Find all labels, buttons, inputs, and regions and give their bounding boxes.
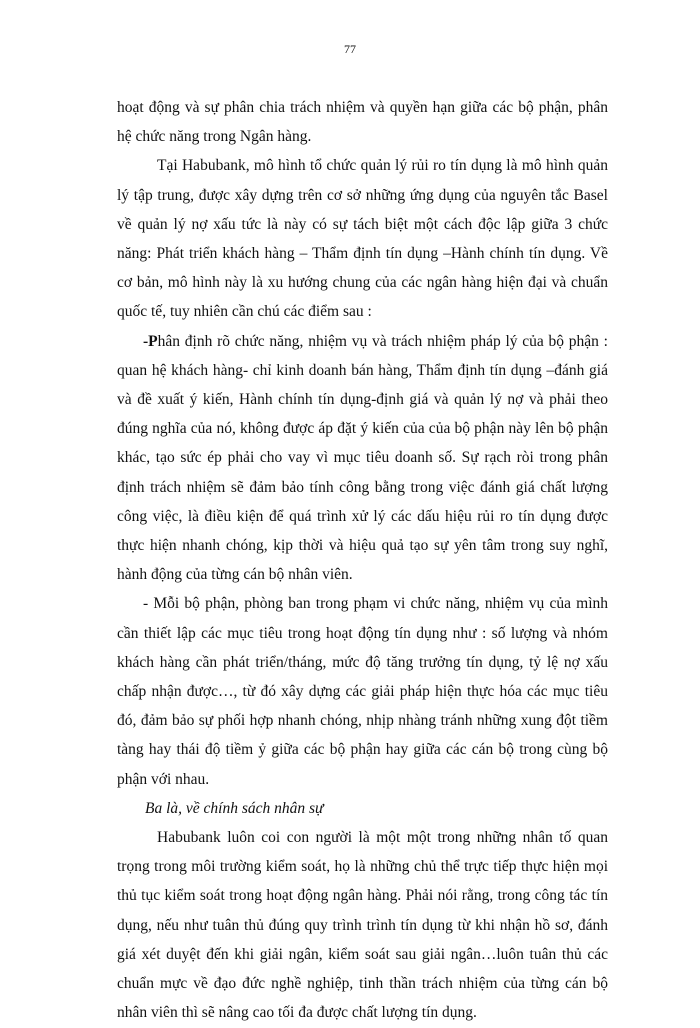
paragraph-habubank-model: Tại Habubank, mô hình tổ chức quản lý rủi ro tín dụng là mô hình quản lý tập trung, được xây dựng trên cơ sở những ứng dụng của nguyên tắc Basel về quản lý nợ xấu tức là này có sự tách biệt một cách độc lập giữa 3 chức năng: Phát triển khách hàng – Thẩm định tín dụng –Hành chính tín dụng. Về cơ bản, mô hình này là xu hướng chung của các ngân hàng hiện đại và chuẩn quốc tế, tuy nhiên cần chú các điểm sau : bbox=[117, 157, 608, 321]
paragraph-personnel: Habubank luôn coi con người là một một trong những nhân tố quan trọng trong môi trường kiểm soát, họ là những chủ thể trực tiếp thực hiện mọi thủ tục kiểm soát trong hoạt động ngân hàng. Phải nói rằng, trong công tác tín dụng, nếu như tuân thủ đúng quy trình trình tín dụng từ khi nhận hồ sơ, đánh giá xét duyệt đến khi giải ngân, kiểm soát sau giải ngân…luôn tuân thủ các chuẩn mực về đạo đức nghề nghiệp, tinh thần trách nhiệm của từng cán bộ nhân viên thì sẽ nâng cao tối đa được chất lượng tín dụng. bbox=[117, 829, 608, 1022]
section-heading-personnel-policy: Ba là, về chính sách nhân sự bbox=[145, 799, 324, 817]
document-body bbox=[117, 93, 608, 1028]
paragraph-function-separation bbox=[117, 327, 608, 590]
page-number: 77 bbox=[344, 42, 356, 56]
paragraph-function-separation-text: hân định rõ chức năng, nhiệm vụ và trách nhiệm pháp lý của bộ phận : quan hệ khách hàng- chỉ kinh doanh bán hàng, Thẩm định tín dụng –đánh giá và đề xuất ý kiến, Hành chính tín dụng-định giá và quản lý nợ và phải theo đúng nghĩa của nó, không được áp đặt ý kiến của của bộ phận này lên bộ phận khác, tạo sức ép phải cho vay vì mục tiêu doanh số. Sự rạch ròi trong phân định trách nhiệm sẽ đảm bảo tính công bằng trong việc đánh giá chất lượng công việc, là điều kiện để quá trình xử lý các dấu hiệu rủi ro tín dụng được thực hiện nhanh chóng, kịp thời và hiệu quả tạo sự yên tâm trong suy nghĩ, hành động của từng cán bộ nhân viên. bbox=[117, 332, 608, 584]
paragraph-lead-letter: -P bbox=[143, 332, 158, 350]
paragraph-continuation: hoạt động và sự phân chia trách nhiệm và quyền hạn giữa các bộ phận, phân hệ chức năng trong Ngân hàng. bbox=[117, 99, 608, 146]
paragraph-department-goals: - Mỗi bộ phận, phòng ban trong phạm vi chức năng, nhiệm vụ của mình cần thiết lập các mục tiêu trong hoạt động tín dụng như : số lượng và nhóm khách hàng cần phát triển/tháng, mức độ tăng trưởng tín dụng, tỷ lệ nợ xấu chấp nhận được…, từ đó xây dựng các giải pháp hiện thực hóa các mục tiêu đó, đảm bảo sự phối hợp nhanh chóng, nhịp nhàng tránh những xung đột tiềm tàng hay thái độ tiềm ỷ giữa các bộ phận hay giữa các cán bộ trong cùng bộ phận với nhau. bbox=[117, 595, 608, 788]
